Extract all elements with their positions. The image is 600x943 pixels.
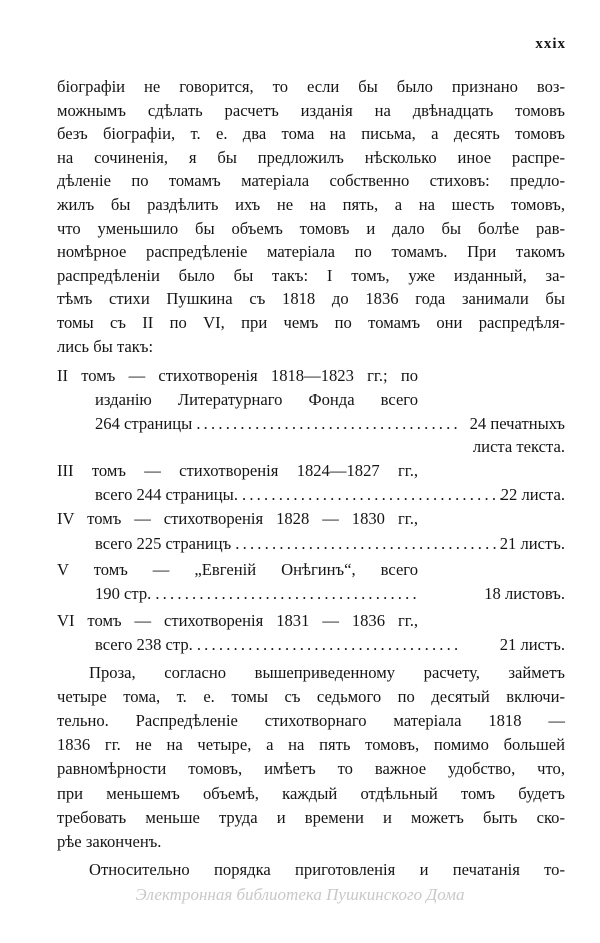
sheet-count: 22 листа. [500,485,565,504]
text-line: равномѣрности томовъ, имѣетъ то важное удобство, что, [57,759,565,779]
volume-text: III томъ — стихотворенія 1824—1827 гг., [57,461,418,480]
volume-description [57,412,461,436]
dot-leader: .................................... [241,485,507,504]
dot-leader: .................................... [235,534,500,553]
sheet-count [418,558,565,582]
volume-entry-line [57,435,565,459]
volume-description [57,633,462,657]
sheet-count [418,507,565,531]
volume-text: изданію Литературнаго Фонда всего [95,390,418,409]
volume-text: II томъ — стихотворенія 1818—1823 гг.; по [57,366,418,385]
volume-text: 190 стр. [95,584,152,603]
volume-entry-line [57,609,565,633]
volume-entry-line [57,633,565,657]
text-line: четыре тома, т. е. томы съ седьмого по десятый включи- [57,687,565,707]
volume-entry-line [57,532,565,556]
text-line: біографіи не говорится, то если бы было признано воз- [57,77,565,96]
text-line: номѣрное распредѣленіе матеріала по томамъ. При такомъ [57,242,565,262]
text-line: 1836 гг. не на четыре, а на пять томовъ, помимо большей [57,735,565,755]
sheet-count [418,364,565,388]
volume-entry-line [57,582,565,606]
volume-description [57,388,418,412]
volume-entry-line [57,364,565,388]
volume-entry-line [57,388,565,412]
text-line: рѣе законченъ. [57,831,162,851]
text-line: Проза, согласно вышеприведенному расчету, займетъ [89,663,565,682]
volume-entry-line [57,507,565,531]
volume-description [57,483,507,507]
sheet-count: 21 листъ. [499,534,565,553]
text-line: требовать меньше труда и времени и можетъ быть ско- [57,807,565,827]
text-line: Относительно порядка приготовленія и печатанія то- [89,860,565,879]
text-line: тѣмъ стихи Пушкина съ 1818 до 1836 года занимали бы [57,289,565,309]
volume-description [57,507,418,531]
text-line: томы съ II по VI, при чемъ по томамъ они распредѣля- [57,313,565,332]
volume-text: IV томъ — стихотворенія 1828 — 1830 гг., [57,509,418,528]
volume-text: всего 225 страницъ [95,534,232,553]
text-line: безъ біографіи, т. е. два тома на письма, а десять томовъ [57,124,565,144]
volume-description [57,435,418,459]
sheet-count [418,459,565,483]
text-line: дѣленіе по томамъ матеріала собственно стиховъ: предло- [57,171,565,191]
dot-leader: .................................... [196,414,461,433]
sheet-count [418,388,565,412]
volume-description [57,532,500,556]
text-line: лись бы такъ: [57,336,154,356]
volume-description [57,364,418,388]
sheet-count: 21 листъ. [499,635,565,654]
volume-text: 264 страницы [95,414,193,433]
sheet-count: 24 печатныхъ [469,414,565,433]
dot-leader: .................................... [196,635,462,654]
volume-entry-line [57,558,565,582]
text-line: можнымъ сдѣлать расчетъ изданія на двѣнадцать томовъ [57,100,565,120]
volume-entry-line [57,412,565,436]
sheet-count: листа текста. [472,437,565,456]
volume-description [57,582,418,606]
volume-description [57,558,418,582]
text-line: тельно. Распредѣленіе стихотворнаго матеріала 1818 — [57,711,565,731]
volume-description [57,609,418,633]
volume-entry-line [57,459,565,483]
text-line: на сочиненія, я бы предложилъ нѣсколько иное распре- [57,147,565,167]
watermark: Электронная библиотека Пушкинского Дома [135,885,465,904]
volume-text: VI томъ — стихотворенія 1831 — 1836 гг., [57,611,418,630]
volume-description [57,459,418,483]
page-number: xxix [535,36,566,52]
volume-entry-line [57,483,565,507]
text-line: что уменьшило бы объемъ томовъ и дало бы болѣе рав- [57,218,565,238]
sheet-count [418,609,565,633]
text-line: распредѣленіи было бы такъ: I томъ, уже изданный, за- [57,265,565,285]
text-line: жилъ бы раздѣлить ихъ не на пять, а на шесть томовъ, [57,195,565,214]
volume-text: V томъ — „Евгеній Онѣгинъ“, всего [57,560,418,579]
volume-text: всего 244 страницы. [95,485,238,504]
volume-text: всего 238 стр. [95,635,193,654]
sheet-count: 18 листовъ. [484,584,565,603]
text-line: при меньшемъ объемѣ, каждый отдѣльный томъ будетъ [57,783,565,803]
dot-leader: .................................... [155,584,420,603]
